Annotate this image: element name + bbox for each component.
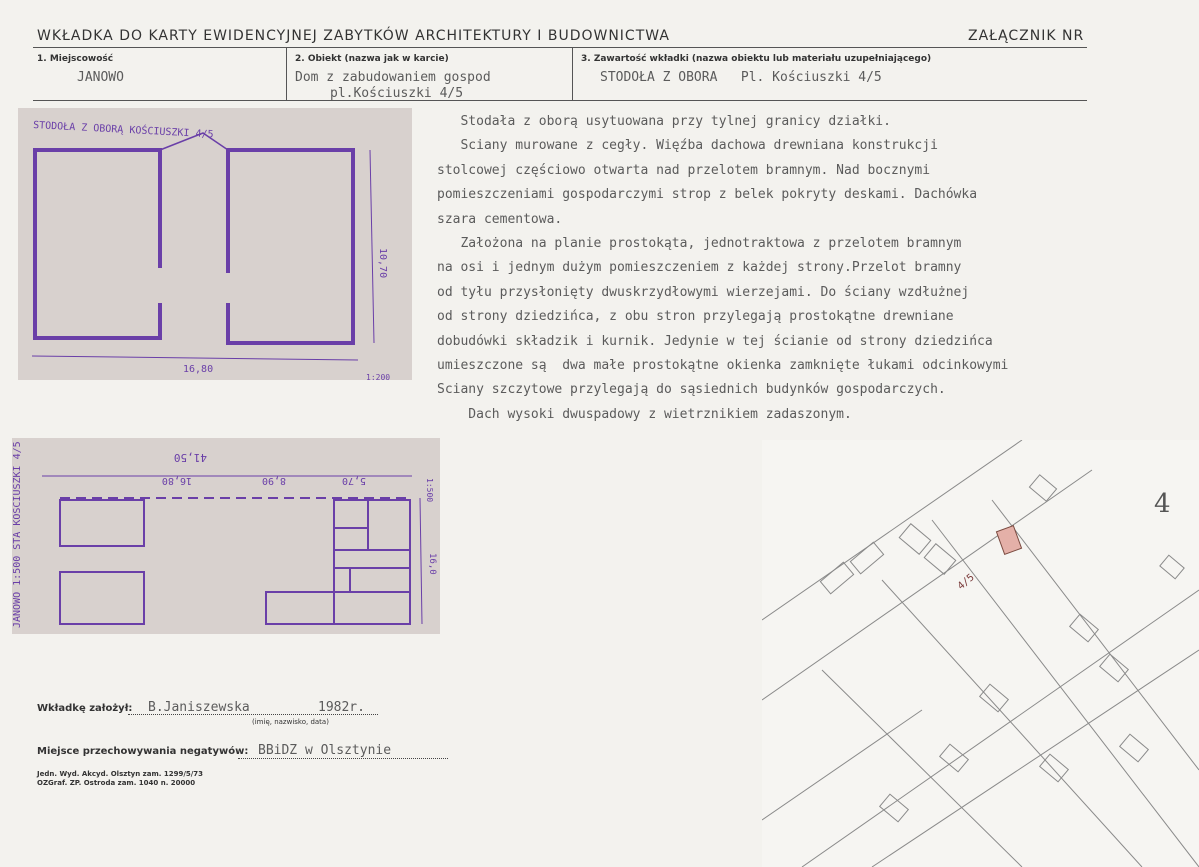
map-streets xyxy=(762,440,1199,867)
attachment-label: ZAŁĄCZNIK NR xyxy=(968,28,1085,44)
map-building xyxy=(1160,555,1184,579)
print-info-1: Jedn. Wyd. Akcyd. Olsztyn zam. 1299/5/73 xyxy=(37,770,204,778)
header-rule xyxy=(33,47,1087,48)
description-line: na osi i jednym dużym pomieszczeniem z każdej strony.Przelot bramny xyxy=(437,260,962,276)
block-height-line xyxy=(420,498,422,624)
map-lines xyxy=(762,440,1199,867)
description-line: dobudówki składzik i kurnik. Jedynie w tej ścianie od strony dziedzińca xyxy=(437,333,993,349)
map-building xyxy=(980,684,1009,712)
description-line: Stodała z oborą usytuowana przy tylnej granicy działki. xyxy=(437,114,891,129)
map-building xyxy=(924,544,955,575)
author-hint: (imię, nazwisko, data) xyxy=(252,718,329,726)
description-text xyxy=(437,110,1177,427)
description-line: umieszczone są dwa małe prostokątne okienka zamknięte łukami odcinkowymi xyxy=(437,358,1009,374)
block-outlines xyxy=(60,500,410,624)
sketch2-dim: 16,80 xyxy=(161,475,192,486)
field-divider-2 xyxy=(572,48,573,100)
block-rect xyxy=(334,500,410,624)
sketch1-caption: STODOŁA Z OBORĄ KOŚCIUSZKI 4/5 xyxy=(32,120,214,141)
plan-walls xyxy=(35,150,353,343)
block-plan-sketch xyxy=(12,438,440,634)
object-value-line1: Dom z zabudowaniem gospod xyxy=(295,70,491,85)
plan-left-room xyxy=(35,150,160,338)
map-building xyxy=(1070,614,1099,642)
storage-value: BBiDZ w Olsztynie xyxy=(258,743,392,758)
map-building xyxy=(850,542,883,574)
description-line: od tyłu przysłonięty dwuskrzydłowymi wierzejami. Do ściany wzdłużnej xyxy=(437,284,970,300)
description-line: pomieszczeniami gospodarczymi strop z belek pokryty deskami. Dachówka xyxy=(437,187,978,203)
block-inner-walls xyxy=(334,500,410,592)
block-rect xyxy=(60,572,144,624)
description-line: stolcowej częściowo otwarta nad przelotem bramnym. Nad bocznymi xyxy=(437,162,931,178)
author-value: B.Janiszewska xyxy=(148,700,250,715)
content-value: STODOŁA Z OBORA Pl. Kościuszki 4/5 xyxy=(600,70,882,85)
storage-label: Miejsce przechowywania negatywów: xyxy=(37,746,249,757)
sketch2-total: 41,50 xyxy=(173,451,207,464)
sketch2-side-caption: JANOWO 1:500 STA KOŚCIUSZKI 4/5 xyxy=(12,441,23,628)
plan-right-room xyxy=(228,150,353,343)
sketch1-scale: 1:200 xyxy=(366,373,391,380)
content-label: 3. Zawartość wkładki (nazwa obiektu lub materiału uzupełniającego) xyxy=(581,54,932,64)
sketch1-width: 16,80 xyxy=(183,364,214,375)
description-line: szara cementowa. xyxy=(437,211,563,227)
description-line: Sciany szczytowe przylegają do sąsiednich budynków gospodarczych. xyxy=(437,382,946,398)
author-label: Wkładkę założył: xyxy=(37,703,133,714)
site-map xyxy=(762,440,1199,867)
object-label: 2. Obiekt (nazwa jak w karcie) xyxy=(295,54,449,64)
object-value-line2: pl.Kościuszki 4/5 xyxy=(330,86,464,101)
field-divider-1 xyxy=(286,48,287,100)
storage-line xyxy=(238,758,448,759)
map-plot-label: 4/5 xyxy=(955,572,977,593)
author-year: 1982r. xyxy=(318,700,365,715)
page-number: 4 xyxy=(1154,489,1171,519)
map-building xyxy=(899,524,930,555)
map-building xyxy=(880,794,909,822)
floor-plan-sketch xyxy=(18,108,412,380)
description-line: Założona na planie prostokąta, jednotraktowa z przelotem bramnym xyxy=(437,236,962,252)
map-building xyxy=(820,562,853,594)
block-rect xyxy=(60,500,144,546)
description-line: od strony dziedzińca, z obu stron przylegają prostokątne drewniane xyxy=(437,309,954,325)
height-dimension-line xyxy=(370,150,374,343)
highlighted-plot xyxy=(996,526,1021,555)
sketch2-scale: 1:500 xyxy=(425,478,434,503)
sketch2-height: 16,0 xyxy=(427,553,437,575)
location-label: 1. Miejscowość xyxy=(37,54,114,64)
width-dimension-line xyxy=(32,356,358,360)
print-info-2: OZGraf. ZP. Ostroda zam. 1040 n. 20000 xyxy=(37,779,196,787)
sketch2-dim: 8,90 xyxy=(261,475,286,486)
card-title: WKŁADKA DO KARTY EWIDENCYJNEJ ZABYTKÓW ARCHITEKTURY I BUDOWNICTWA xyxy=(37,28,670,44)
map-building xyxy=(1120,734,1149,762)
description-line: Sciany murowane z cegły. Więźba dachowa drewniana konstrukcji xyxy=(437,138,938,154)
block-rect xyxy=(266,592,334,624)
location-value: JANOWO xyxy=(77,70,124,85)
fields-rule xyxy=(33,100,1087,101)
sketch2-dim: 5,70 xyxy=(341,475,366,486)
sketch1-height: 10,70 xyxy=(377,248,388,279)
description-line: Dach wysoki dwuspadowy z wietrznikiem zadaszonym. xyxy=(437,406,852,422)
